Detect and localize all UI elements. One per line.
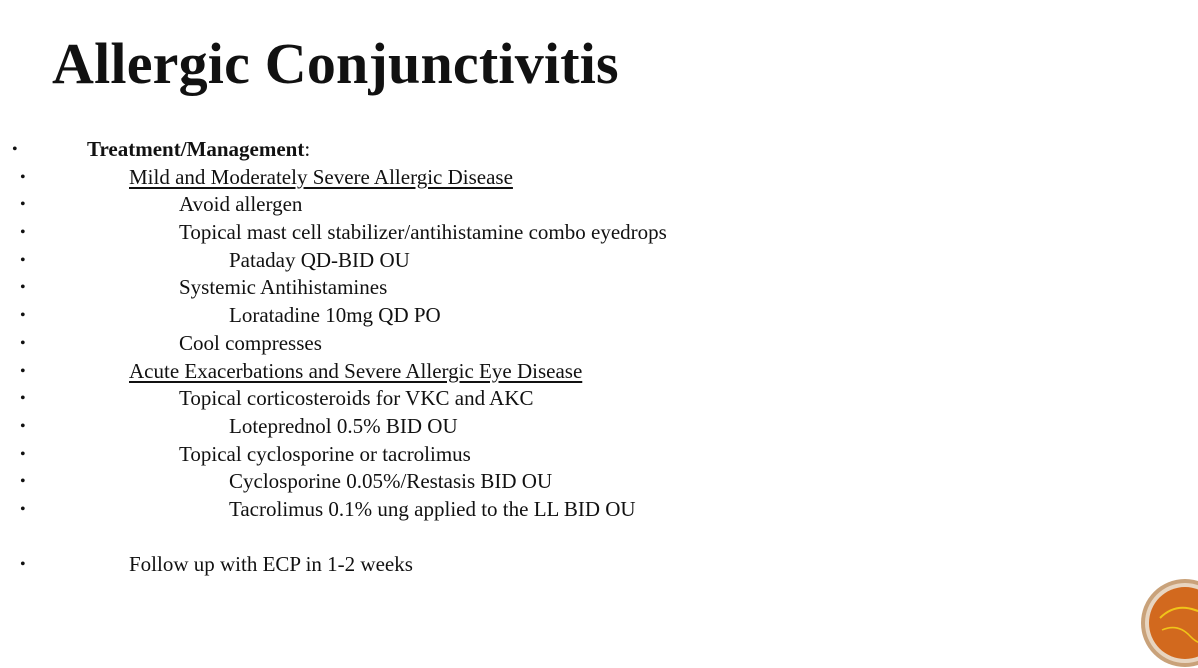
bullet-loteprednol (0, 413, 1100, 441)
bullet-heading-treatment (0, 136, 1100, 164)
bullet-loratadine (0, 302, 1100, 330)
bullet-icon: • (20, 362, 26, 380)
follow-up-text: Follow up with ECP in 1-2 weeks (129, 552, 413, 577)
bullet-topical-cyclosporine (0, 441, 1100, 469)
eye-retina-icon (1140, 578, 1198, 668)
bullet-icon: • (20, 196, 26, 214)
bullet-icon: • (20, 279, 26, 297)
bullet-avoid-allergen (0, 191, 1100, 219)
subheading-mild-moderate: Mild and Moderately Severe Allergic Disease (129, 164, 513, 189)
bullet-topical-mast-cell (0, 219, 1100, 247)
heading-suffix: : (304, 137, 311, 161)
bullet-icon: • (12, 141, 18, 158)
bullet-icon: • (20, 251, 26, 269)
heading-text (87, 136, 310, 164)
item-text: Loteprednol 0.5% BID OU (229, 413, 458, 438)
item-text: Cyclosporine 0.05%/Restasis BID OU (229, 469, 553, 494)
bullet-icon: • (20, 556, 26, 574)
bullet-acute-exacerbations (0, 358, 1100, 386)
bullet-icon: • (20, 224, 26, 242)
item-text: Avoid allergen (179, 192, 303, 217)
bullet-cool-compresses (0, 330, 1100, 358)
bullet-pataday (0, 247, 1100, 275)
slide-title: Allergic Conjunctivitis (52, 31, 619, 96)
bullet-topical-corticosteroids (0, 385, 1100, 413)
item-text: Tacrolimus 0.1% ung applied to the LL BID OU (229, 496, 636, 521)
bullet-cyclosporine-restasis (0, 468, 1100, 496)
bullet-tacrolimus (0, 496, 1100, 524)
bullet-icon: • (20, 473, 26, 491)
subheading-acute-severe: Acute Exacerbations and Severe Allergic Eye Disease (129, 358, 583, 383)
bullet-icon: • (20, 500, 26, 518)
item-text: Systemic Antihistamines (179, 275, 388, 300)
item-text: Topical mast cell stabilizer/antihistamine combo eyedrops (179, 220, 667, 245)
item-text: Cool compresses (179, 330, 322, 355)
bullet-icon: • (20, 334, 26, 352)
bullet-icon: • (20, 417, 26, 435)
heading-label: Treatment/Management (87, 137, 305, 161)
bullet-follow-up (0, 551, 1100, 579)
bullet-icon: • (20, 307, 26, 325)
bullet-icon: • (20, 390, 26, 408)
item-text: Loratadine 10mg QD PO (229, 303, 441, 328)
bullet-systemic-antihistamines (0, 274, 1100, 302)
item-text: Topical corticosteroids for VKC and AKC (179, 386, 534, 411)
treatment-bullet-list (0, 136, 1100, 579)
bullet-icon: • (20, 168, 26, 186)
bullet-mild-moderate (0, 164, 1100, 192)
item-text: Pataday QD-BID OU (229, 247, 410, 272)
item-text: Topical cyclosporine or tacrolimus (179, 441, 471, 466)
bullet-icon: • (20, 445, 26, 463)
